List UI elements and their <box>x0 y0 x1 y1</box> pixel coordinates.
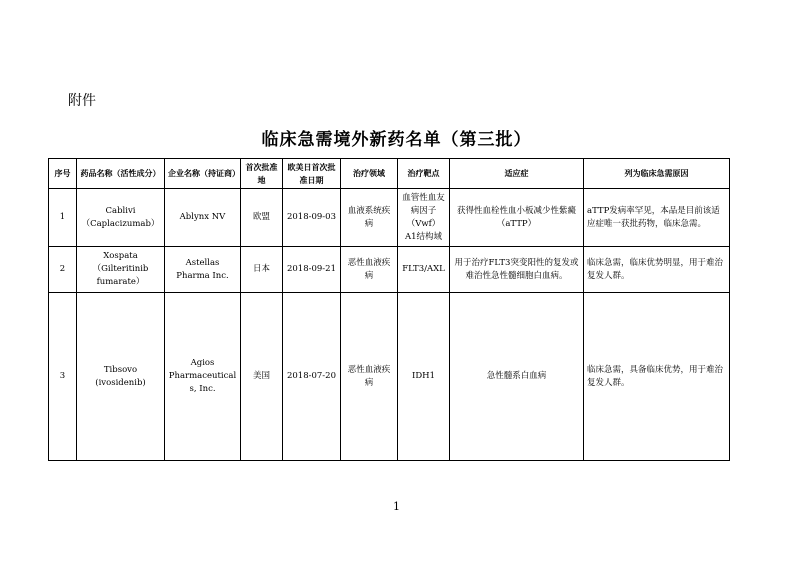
header-cell: 欧美日首次批准日期 <box>283 159 341 189</box>
table-cell: Tibsovo (ivosidenib) <box>77 293 165 461</box>
table-cell: 血液系统疾病 <box>341 189 398 247</box>
table-cell: 2018-09-03 <box>283 189 341 247</box>
table-cell: Ablynx NV <box>165 189 241 247</box>
table-cell: aTTP发病率罕见，本品是目前该适应症唯一获批药物，临床急需。 <box>584 189 730 247</box>
table-header-row <box>49 159 730 189</box>
table-cell: IDH1 <box>398 293 450 461</box>
table-row <box>49 293 730 461</box>
table-cell: 获得性血栓性血小板减少性紫癜（aTTP） <box>450 189 584 247</box>
table-cell: 急性髓系白血病 <box>450 293 584 461</box>
table-cell: Xospata（Gilteritinib fumarate） <box>77 247 165 293</box>
table-cell: FLT3/AXL <box>398 247 450 293</box>
header-cell: 治疗靶点 <box>398 159 450 189</box>
table-cell: Astellas Pharma Inc. <box>165 247 241 293</box>
page-title: 临床急需境外新药名单（第三批） <box>261 130 532 150</box>
table-cell: 1 <box>49 189 77 247</box>
table-cell: 2 <box>49 247 77 293</box>
header-cell: 适应症 <box>450 159 584 189</box>
table-cell: 欧盟 <box>241 189 283 247</box>
attachment-label: 附件 <box>68 93 96 109</box>
table-cell: 用于治疗FLT3突变阳性的复发或难治性急性髓细胞白血病。 <box>450 247 584 293</box>
table-cell: 3 <box>49 293 77 461</box>
table-cell: 2018-07-20 <box>283 293 341 461</box>
header-cell: 药品名称（活性成分） <box>77 159 165 189</box>
table-cell: 恶性血液疾病 <box>341 293 398 461</box>
table-cell: Agios Pharmaceuticals, Inc. <box>165 293 241 461</box>
table-cell: 恶性血液疾病 <box>341 247 398 293</box>
table-cell: 2018-09-21 <box>283 247 341 293</box>
table-cell: 临床急需，具备临床优势，用于难治复发人群。 <box>584 293 730 461</box>
table-cell: Cablivi（Caplacizumab） <box>77 189 165 247</box>
header-cell: 首次批准地 <box>241 159 283 189</box>
page-number: 1 <box>393 500 400 513</box>
header-cell: 序号 <box>49 159 77 189</box>
header-cell: 列为临床急需原因 <box>584 159 730 189</box>
header-cell: 企业名称（持证商） <box>165 159 241 189</box>
table-row <box>49 247 730 293</box>
table-row <box>49 189 730 247</box>
drug-list-table <box>48 158 730 461</box>
table-cell: 临床急需，临床优势明显，用于难治复发人群。 <box>584 247 730 293</box>
table-cell: 美国 <box>241 293 283 461</box>
table-cell: 日本 <box>241 247 283 293</box>
header-cell: 治疗领域 <box>341 159 398 189</box>
table-cell: 血管性血友病因子（Vwf）A1结构域 <box>398 189 450 247</box>
